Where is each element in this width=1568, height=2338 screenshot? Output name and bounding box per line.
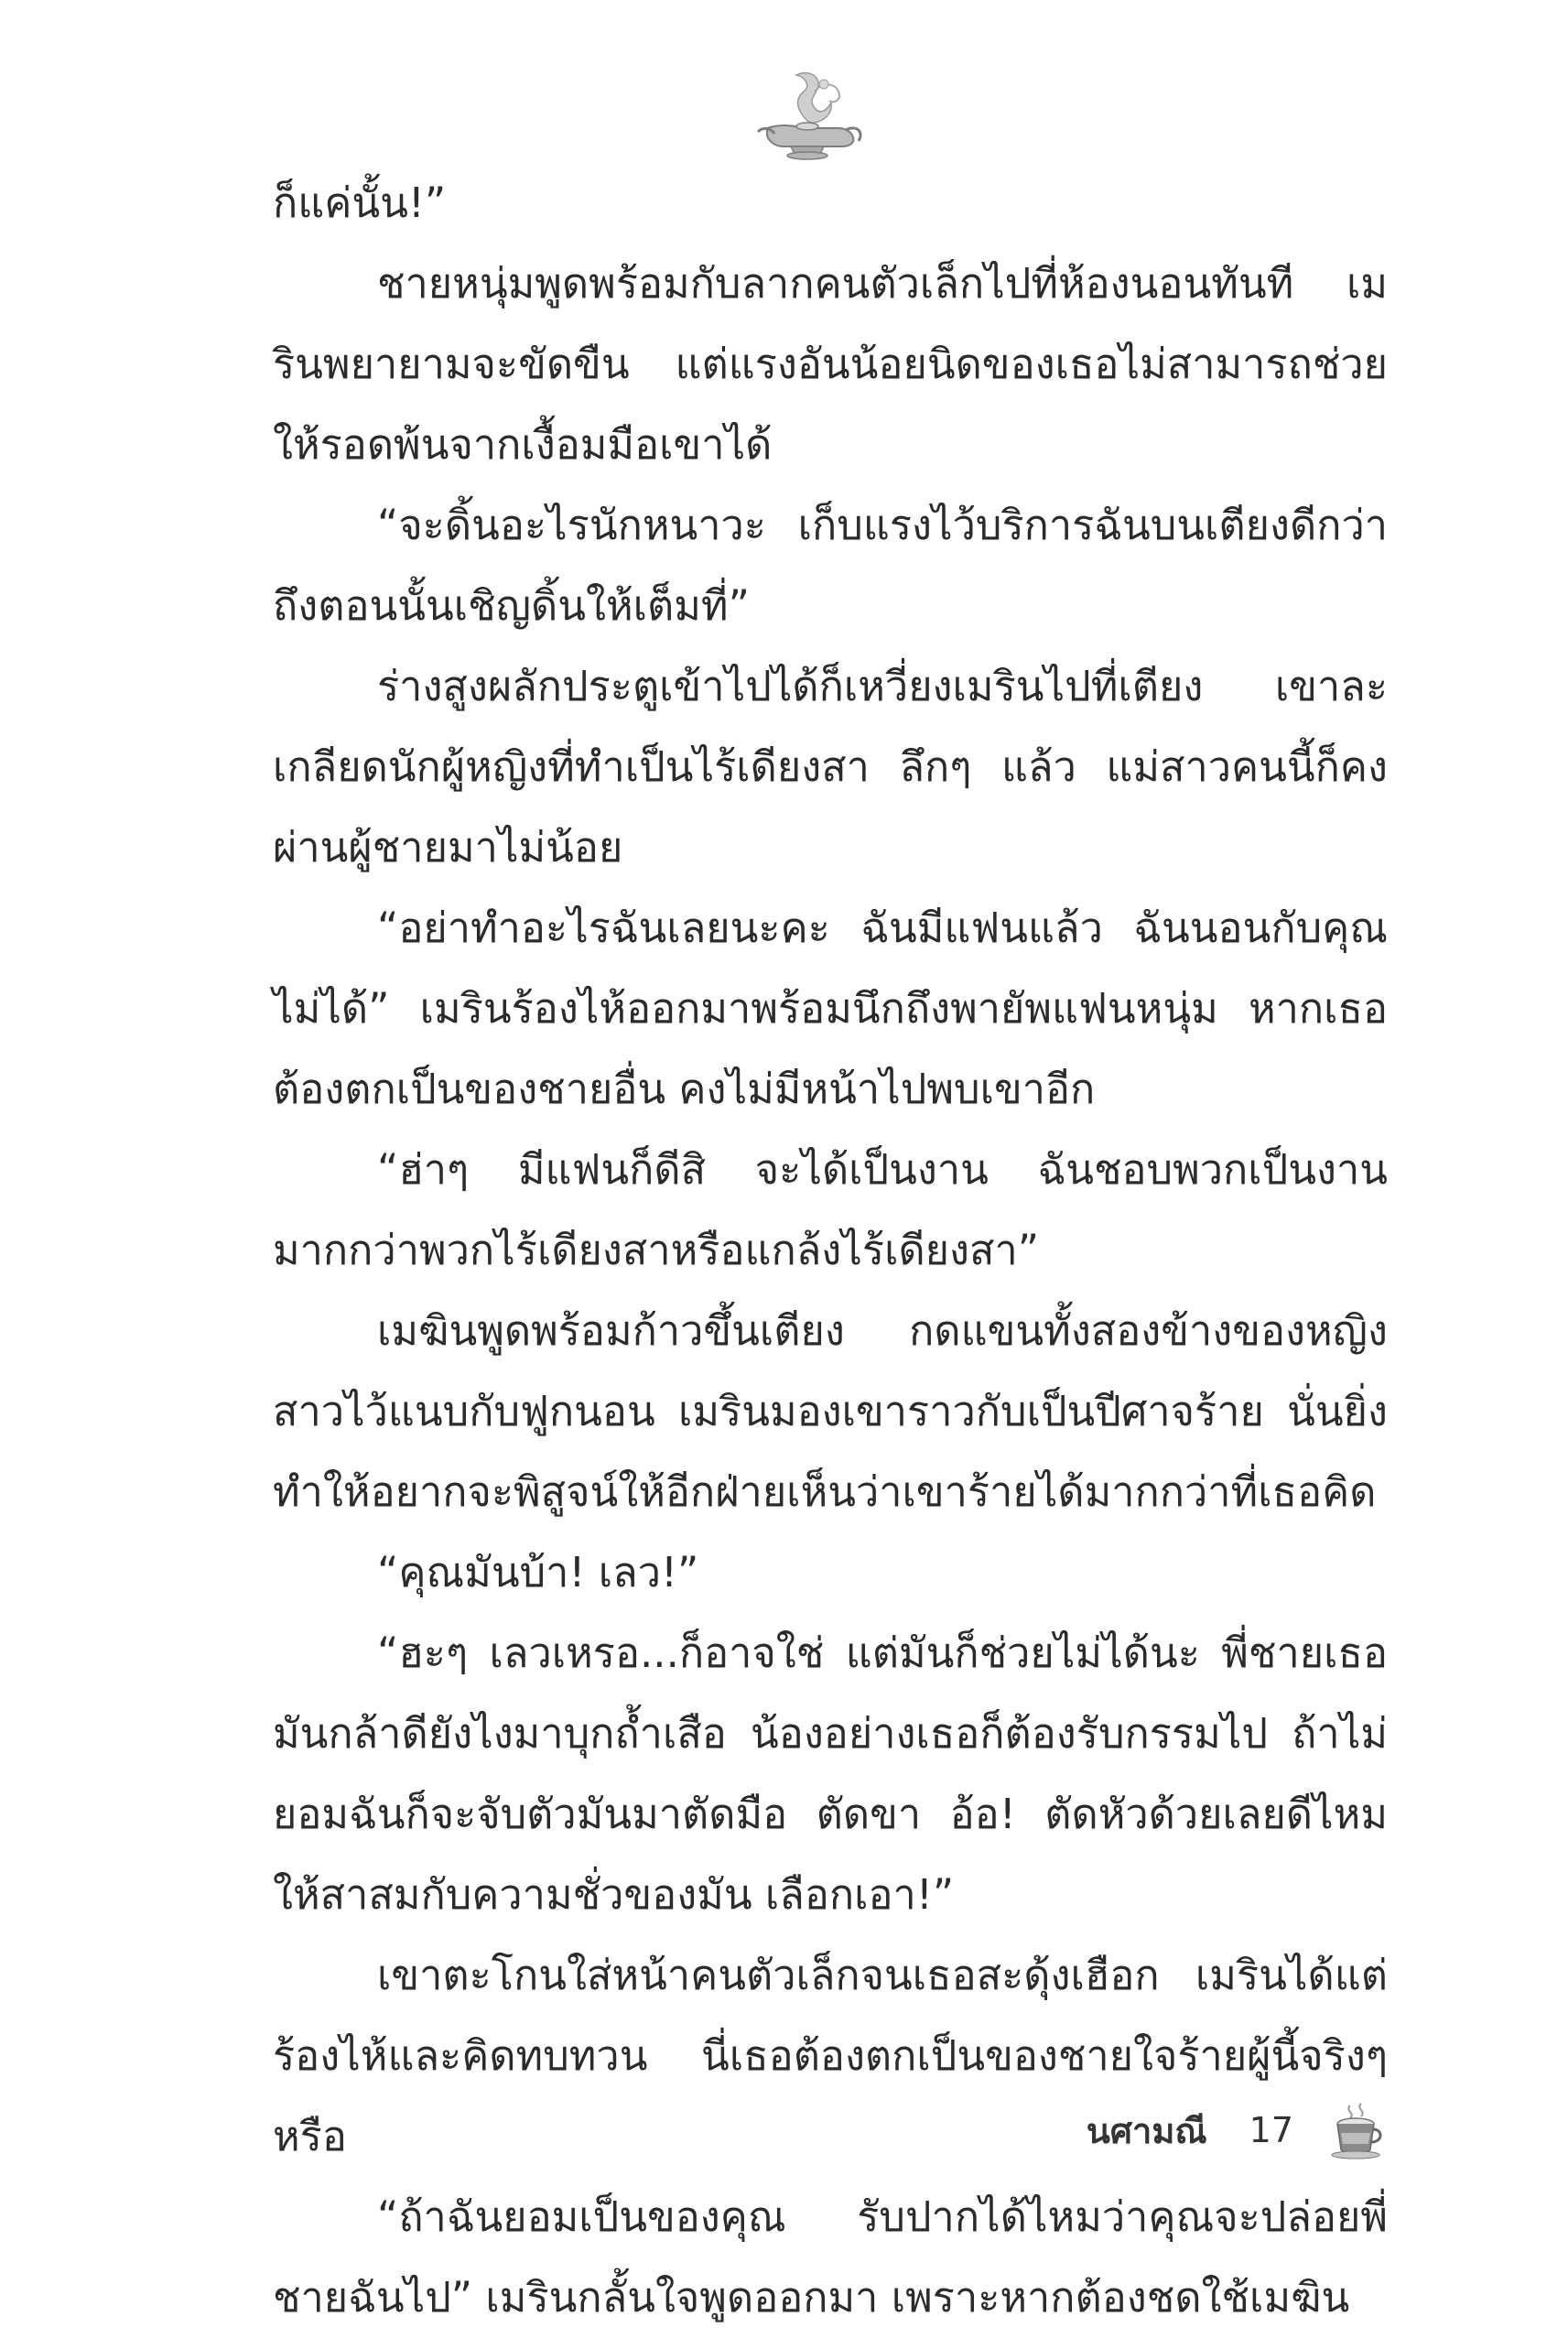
story-text: [273, 163, 1388, 2338]
paragraph-9: “ฮะๆ เลวเหรอ...ก็อาจใช่ แต่มันก็ช่วยไม่ได้นะ พี่ชายเธอมันกล้าดียังไงมาบุกถ้ำเสือ น้องอย่างเธอก็ต้องรับกรรมไป ถ้าไม่ยอมฉันก็จะจับตัวมันมาตัดมือ ตัดขา อ้อ! ตัดหัวด้วยเลยดีไหม ให้สาสมกับความชั่วของมัน เลือกเอา!”: [273, 1629, 1388, 1919]
paragraph-4: ร่างสูงผลักประตูเข้าไปได้ก็เหวี่ยงเมรินไปที่เตียง เขาละเกลียดนักผู้หญิงที่ทำเป็นไร้เดียงสา ลึกๆ แล้ว แม่สาวคนนี้ก็คงผ่านผู้ชายมาไม่น้อย: [273, 662, 1388, 871]
coffee-cup-icon: [1330, 2100, 1385, 2160]
paragraph-10: เขาตะโกนใส่หน้าคนตัวเล็กจนเธอสะดุ้งเฮือก เมรินได้แต่ร้องไห้และคิดทบทวน นี่เธอต้องตกเป็นของชายใจร้ายผู้นี้จริงๆ หรือ: [273, 1951, 1388, 2160]
paragraph-11: “ถ้าฉันยอมเป็นของคุณ รับปากได้ไหมว่าคุณจะปล่อยพี่ชายฉันไป” เมรินกลั้นใจพูดออกมา เพราะหากต้องชดใช้เมฆิน: [273, 2192, 1388, 2322]
paragraph-1: ก็แค่นั้น!”: [273, 179, 447, 227]
paragraph-7: เมฆินพูดพร้อมก้าวขึ้นเตียง กดแขนทั้งสองข้างของหญิงสาวไว้แนบกับฟูกนอน เมรินมองเขาราวกับเป็นปีศาจร้าย นั่นยิ่งทำให้อยากจะพิสูจน์ให้อีกฝ่ายเห็นว่าเขาร้ายได้มากกว่าที่เธอคิด: [273, 1306, 1388, 1516]
paragraph-3: “จะดิ้นอะไรนักหนาวะ เก็บแรงไว้บริการฉันบนเตียงดีกว่า ถึงตอนนั้นเชิญดิ้นให้เต็มที่”: [273, 501, 1388, 630]
page-footer: [1087, 2098, 1385, 2162]
paragraph-8: “คุณมันบ้า! เลว!”: [377, 1548, 699, 1597]
genie-lamp-icon: [751, 64, 870, 165]
author-name: นศามณี: [1086, 2110, 1207, 2151]
paragraph-2: ชายหนุ่มพูดพร้อมกับลากคนตัวเล็กไปที่ห้องนอนทันที เมรินพยายามจะขัดขืน แต่แรงอันน้อยนิดของเธอไม่สามารถช่วยให้รอดพ้นจากเงื้อมมือเขาได้: [273, 259, 1388, 469]
paragraph-6: “ฮ่าๆ มีแฟนก็ดีสิ จะได้เป็นงาน ฉันชอบพวกเป็นงานมากกว่าพวกไร้เดียงสาหรือแกล้งไร้เดียงสา”: [273, 1145, 1388, 1274]
paragraph-5: “อย่าทำอะไรฉันเลยนะคะ ฉันมีแฟนแล้ว ฉันนอนกับคุณไม่ได้” เมรินร้องไห้ออกมาพร้อมนึกถึงพายัพแฟนหนุ่ม หากเธอต้องตกเป็นของชายอื่น คงไม่มีหน้าไปพบเขาอีก: [273, 904, 1388, 1113]
page-number: 17: [1249, 2110, 1293, 2150]
